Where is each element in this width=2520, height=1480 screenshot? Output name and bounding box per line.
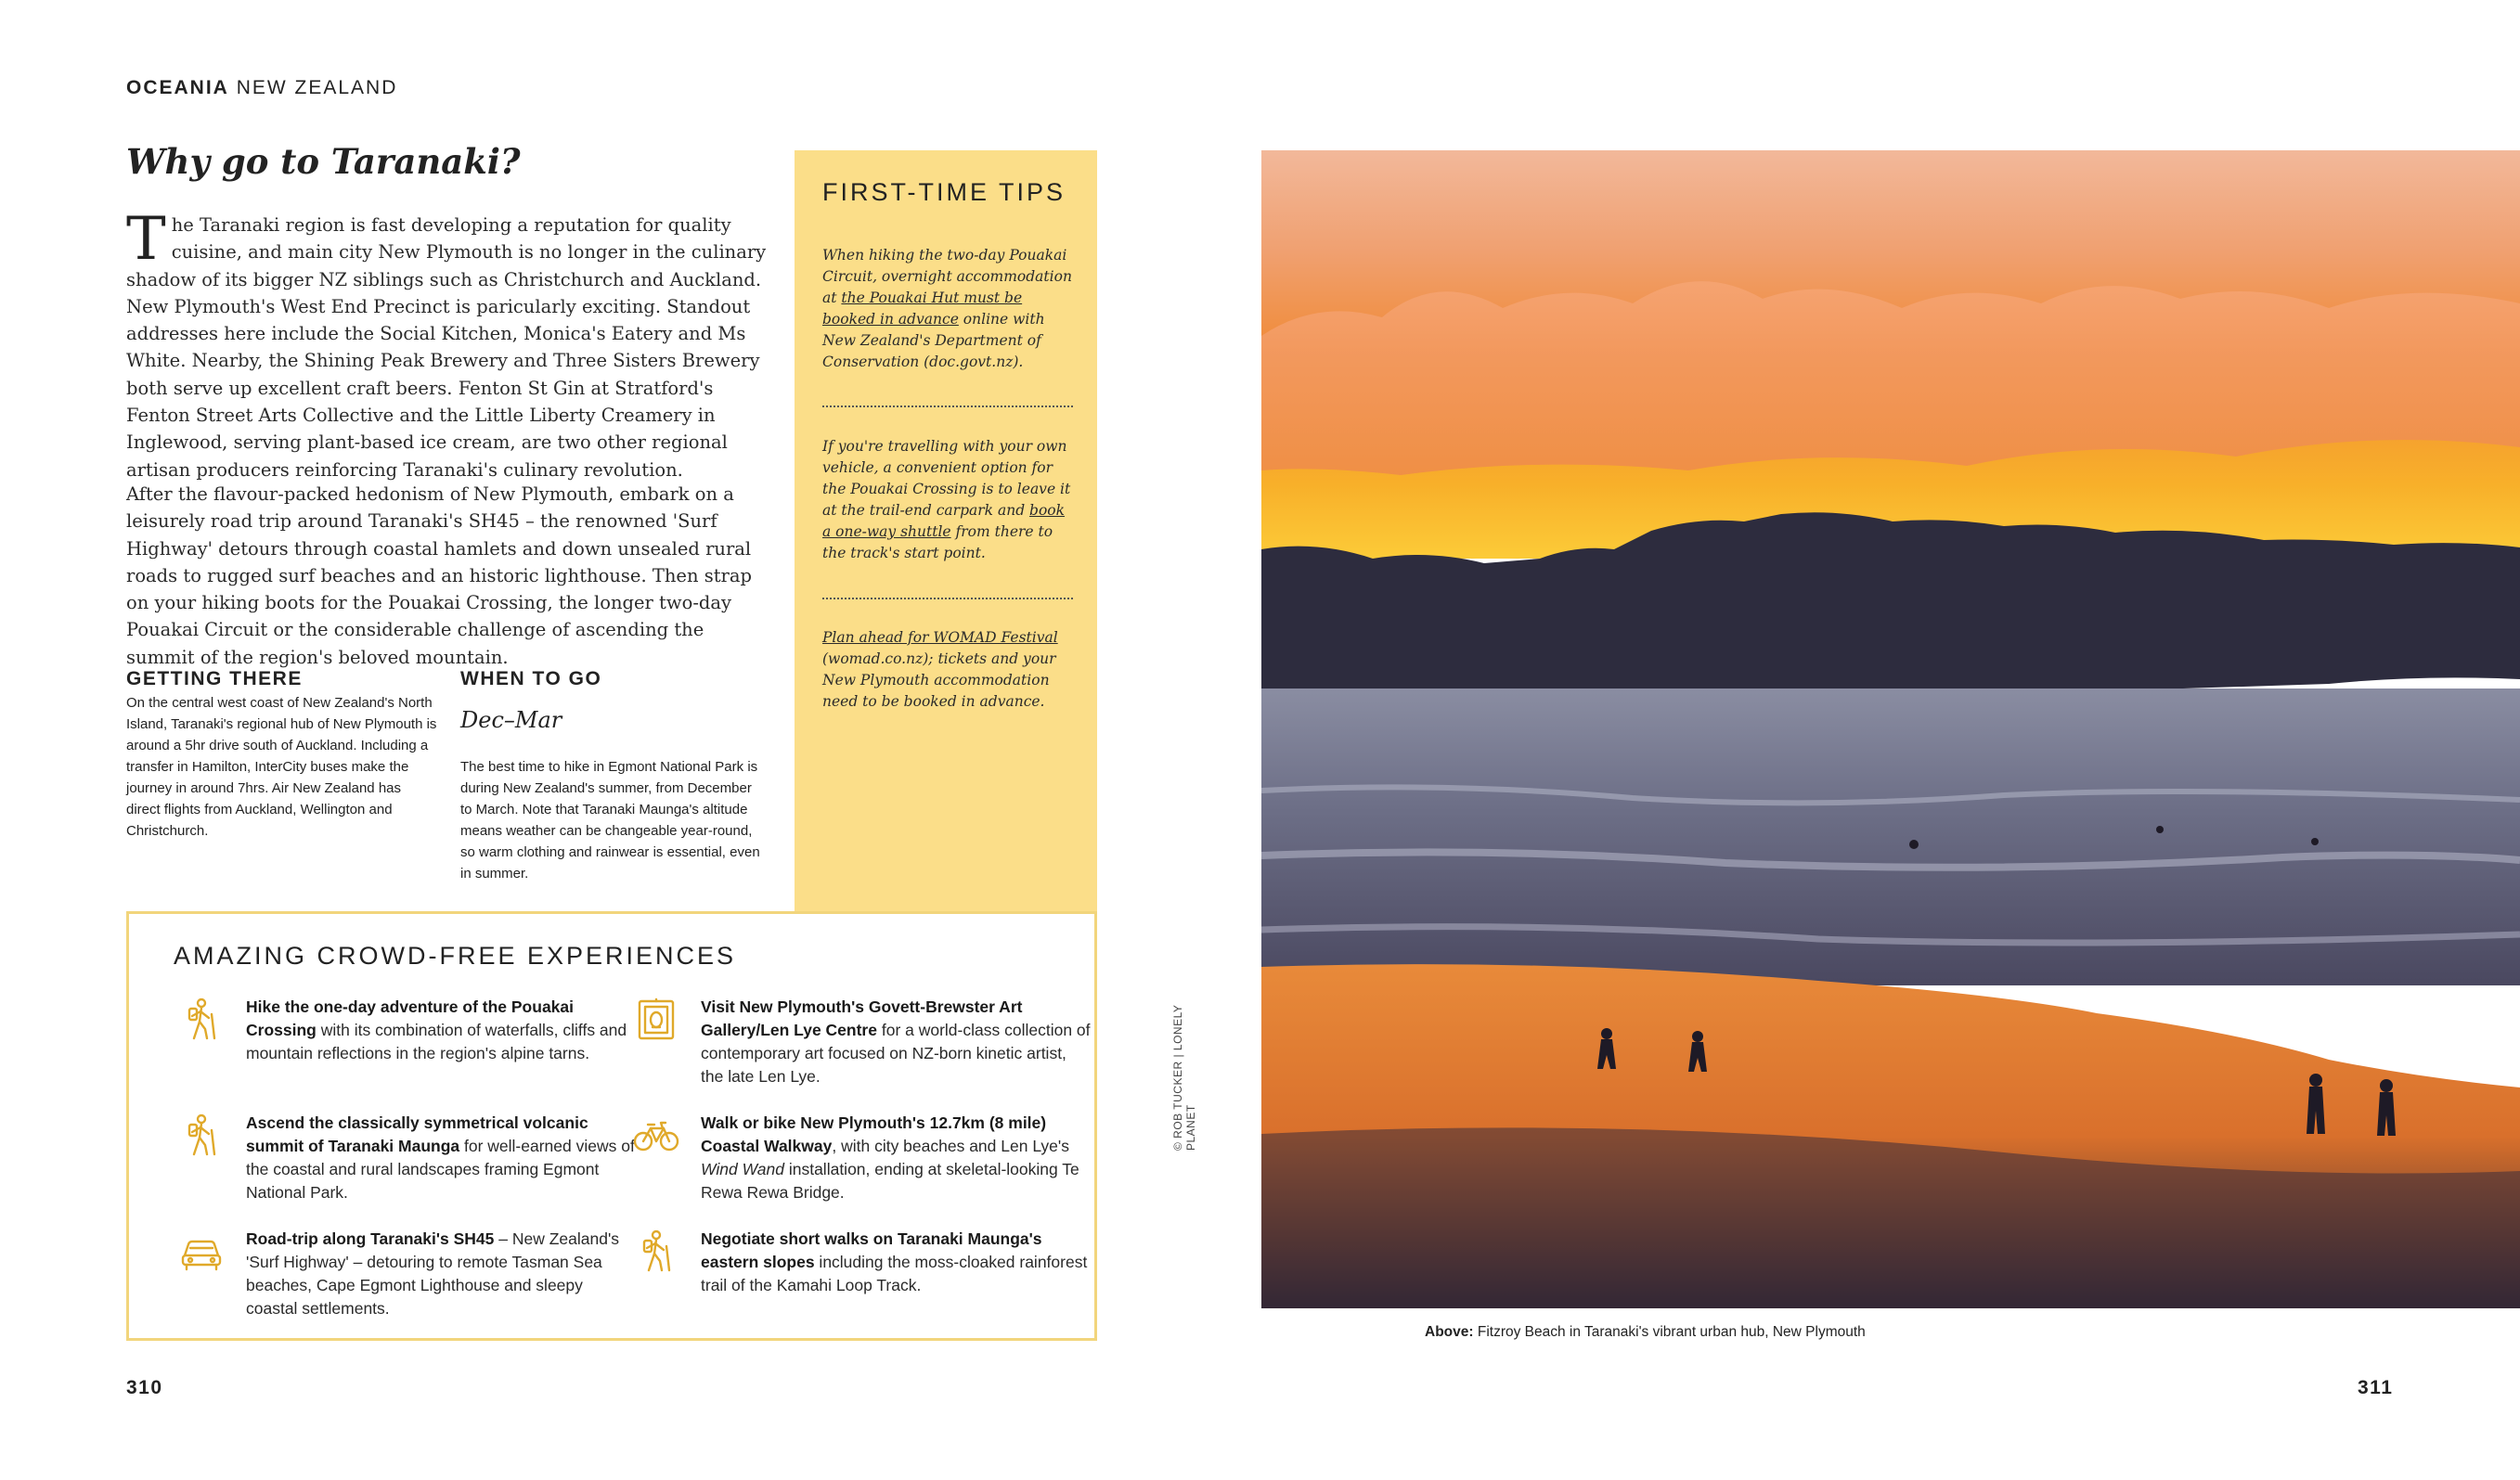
experiences-title: AMAZING CROWD-FREE EXPERIENCES bbox=[174, 942, 737, 970]
hiker-icon bbox=[632, 1228, 680, 1276]
experience-item bbox=[701, 1112, 1091, 1204]
tip-3-text-b: (womad.co.nz); tickets and your New Plymouth accommodation need to be booked in advance. bbox=[822, 650, 1056, 710]
photo-caption bbox=[1425, 1324, 1866, 1341]
tip-1-text-a: When hiking the two-day Pouakai Circuit, overnight accommodation at bbox=[822, 247, 1072, 306]
experience-detail: including the moss-cloaked rainforest trail of the Kamahi Loop Track. bbox=[701, 1253, 1088, 1294]
experience-item bbox=[701, 996, 1091, 1088]
experience-detail: for well-earned views of the coastal and rural landscapes framing Egmont National Park. bbox=[246, 1137, 635, 1202]
experience-text bbox=[246, 996, 636, 1065]
experience-detail: with its combination of waterfalls, cliffs and mountain reflections in the region's alpine tarns. bbox=[246, 1021, 627, 1062]
when-to-go-text: The best time to hike in Egmont National Park is during New Zealand's summer, from December to March. Note that Taranaki Maunga's altitude means weather can be changeable year-round, so warm clothing and rainwear is essential, even in summer. bbox=[460, 759, 760, 882]
experience-text bbox=[701, 1112, 1091, 1204]
experience-item bbox=[246, 1228, 636, 1320]
experience-highlight: Visit New Plymouth's Govett-Brewster Art Gallery/Len Lye Centre bbox=[701, 997, 1023, 1039]
photo-credit: © ROB TUCKER | LONELY PLANET bbox=[1171, 1004, 1197, 1151]
tip-3 bbox=[822, 627, 1073, 713]
running-head bbox=[126, 77, 397, 99]
experience-detail: , with city beaches and Len Lye's bbox=[832, 1137, 1069, 1155]
intro-paragraph-2: After the flavour-packed hedonism of New Plymouth, embark on a leisurely road trip around Taranaki's SH45 – the renowned 'Surf Highway' detours through coastal hamlets and down unsealed rural roads to rugged surf beaches and an historic lighthouse. Then strap on your hiking boots for the Pouakai Crossing, the longer two-day Pouakai Circuit or the considerable challenge of ascending the summit of the region's beloved mountain. bbox=[126, 483, 752, 668]
intro-paragraph-1-text: he Taranaki region is fast developing a reputation for quality cuisine, and main city New Plymouth is no longer in the culinary shadow of its bigger NZ siblings such as Christchurch and Auckland. New Plymouth's West End Precinct is paricularly exciting. Standout addresses here include the Social Kitchen, Monica's Eatery and Ms White. Nearby, the Shining Peak Brewery and Three Sisters Brewery both serve up excellent craft beers. Fenton St Gin at Stratford's Fenton Street Arts Collective and the Little Liberty Creamery in Inglewood, serving plant-based ice cream, are two other regional artisan producers reinforcing Taranaki's culinary revolution. bbox=[126, 214, 767, 481]
experience-text bbox=[246, 1228, 636, 1320]
when-to-go-dates: Dec–Mar bbox=[460, 707, 562, 733]
tip-2 bbox=[822, 436, 1073, 564]
tip-divider bbox=[822, 405, 1073, 407]
tip-1-link[interactable]: the Pouakai Hut must be booked in advance bbox=[822, 290, 1023, 328]
experience-highlight: Negotiate short walks on Taranaki Maunga's eastern slopes bbox=[701, 1229, 1042, 1271]
experience-detail: for a world-class collection of contemporary art focused on NZ-born kinetic artist, the late Len Lye. bbox=[701, 1021, 1091, 1086]
hiker-icon bbox=[177, 996, 226, 1044]
gallery-icon bbox=[632, 996, 680, 1044]
intro-paragraph-1 bbox=[126, 205, 767, 483]
experience-text bbox=[701, 1228, 1091, 1297]
when-to-go-heading: WHEN TO GO bbox=[460, 668, 602, 689]
dropcap: T bbox=[126, 205, 166, 274]
tip-2-link[interactable]: book a one-way shuttle bbox=[822, 502, 1066, 540]
experience-detail: installation, ending at skeletal-looking Te Rewa Rewa Bridge. bbox=[701, 1160, 1079, 1202]
tip-1-text-b: online with New Zealand's Department of Conservation (doc.govt.nz). bbox=[822, 311, 1045, 370]
beach-sunset-photo bbox=[1261, 150, 2520, 1308]
getting-there-heading: GETTING THERE bbox=[126, 668, 303, 689]
getting-there-text: On the central west coast of New Zealand's North Island, Taranaki's regional hub of New Plymouth is around a 5hr drive south of Auckland. Including a transfer in Hamilton, InterCity buses make the journey in around 7hrs. Air New Zealand has direct flights from Auckland, Wellington and Christchurch. bbox=[126, 695, 437, 839]
bicycle-icon bbox=[632, 1112, 680, 1160]
experience-text bbox=[701, 996, 1091, 1088]
tip-divider bbox=[822, 598, 1073, 599]
tip-2-text-b: from there to the track's start point. bbox=[822, 523, 1053, 561]
crowd-free-experiences-box bbox=[126, 911, 1097, 1341]
photo-caption-text: Fitzroy Beach in Taranaki's vibrant urban hub, New Plymouth bbox=[1473, 1324, 1866, 1340]
experience-item bbox=[246, 996, 636, 1065]
experience-detail: – New Zealand's 'Surf Highway' – detouring to remote Tasman Sea beaches, Cape Egmont Lighthouse and sleepy coastal settlements. bbox=[246, 1229, 620, 1318]
experience-detail-italic: Wind Wand bbox=[701, 1160, 784, 1178]
page-number-left: 310 bbox=[126, 1377, 163, 1398]
first-time-tips-box bbox=[795, 150, 1097, 913]
tip-1 bbox=[822, 245, 1073, 373]
running-head-country: NEW ZEALAND bbox=[236, 77, 398, 98]
experience-text bbox=[246, 1112, 636, 1204]
tip-3-link[interactable]: Plan ahead for WOMAD Festival bbox=[822, 629, 1058, 646]
tip-2-text-a: If you're travelling with your own vehicle, a convenient option for the Pouakai Crossing is to leave it at the trail-end carpark and bbox=[822, 438, 1071, 519]
experience-item bbox=[701, 1228, 1091, 1297]
experience-item bbox=[246, 1112, 636, 1204]
experience-highlight: Road-trip along Taranaki's SH45 bbox=[246, 1229, 495, 1248]
article-title: Why go to Taranaki? bbox=[126, 141, 521, 182]
experience-highlight: Hike the one-day adventure of the Pouakai Crossing bbox=[246, 997, 574, 1039]
experience-highlight: Walk or bike New Plymouth's 12.7km (8 mile) Coastal Walkway bbox=[701, 1113, 1047, 1155]
car-icon bbox=[177, 1228, 226, 1276]
photo-caption-label: Above: bbox=[1425, 1324, 1474, 1340]
page-number-right: 311 bbox=[2358, 1377, 2394, 1398]
running-head-region: OCEANIA bbox=[126, 77, 229, 98]
hiker-icon bbox=[177, 1112, 226, 1160]
beach-sunset-illustration bbox=[1261, 150, 2520, 1308]
tips-title: FIRST-TIME TIPS bbox=[822, 178, 1066, 206]
experience-highlight: Ascend the classically symmetrical volcanic summit of Taranaki Maunga bbox=[246, 1113, 588, 1155]
